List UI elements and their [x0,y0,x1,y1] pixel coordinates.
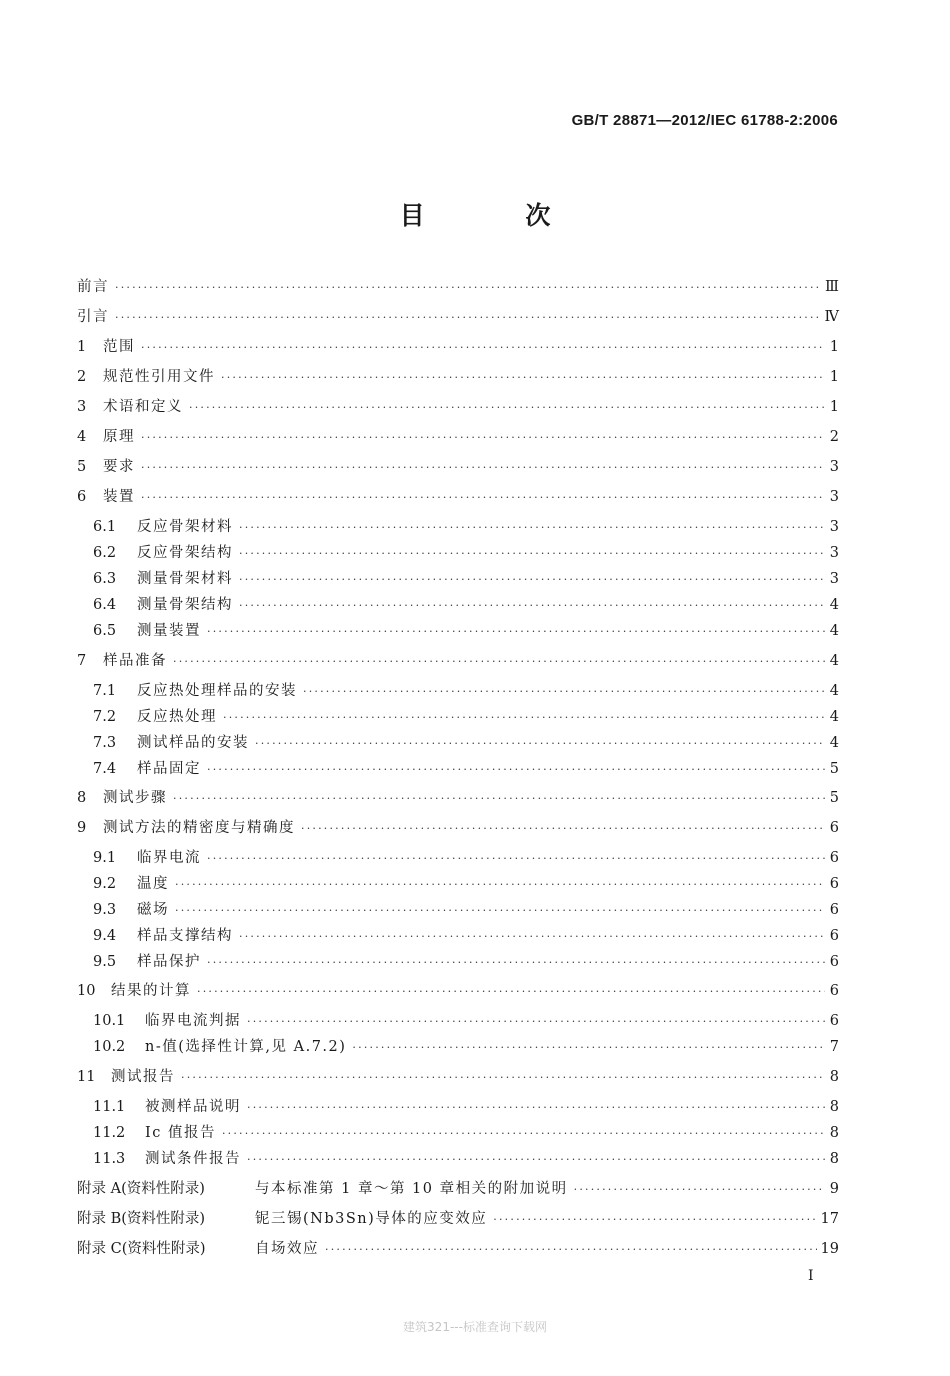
standard-number-header: GB/T 28871—2012/IEC 61788-2:2006 [571,112,838,129]
toc-entry-number: 5 [77,459,87,475]
dot-leader [207,763,825,776]
toc-entry-page: 5 [829,790,839,806]
toc-entry-number: 附录 A(资料性附录) [77,1181,205,1197]
dot-leader [222,1127,825,1140]
toc-entry-page: 6 [829,954,839,970]
toc-entry-page: 6 [829,983,839,999]
toc-entry[interactable] [77,786,839,808]
toc-entry[interactable] [77,705,839,727]
toc-entry[interactable] [77,924,839,946]
toc-entry-page: 9 [829,1181,839,1197]
toc-entry-page: Ⅳ [824,309,839,325]
toc-entry-number: 9.4 [93,928,117,944]
toc-entry-title: 测试步骤 [103,790,167,806]
toc-entry-number: 4 [77,429,87,445]
toc-entry-page: 4 [829,683,839,699]
toc-entry-page: 4 [829,709,839,725]
toc-entry-page: 8 [829,1099,839,1115]
toc-entry-number: 附录 C(资料性附录) [77,1241,206,1257]
dot-leader [181,1071,825,1084]
toc-entry-page: 4 [829,735,839,751]
toc-entry-page: 6 [829,820,839,836]
toc-entry-page: 8 [829,1151,839,1167]
toc-entry-title: 临界电流判据 [145,1013,241,1029]
toc-entry-title: 样品固定 [137,761,201,777]
toc-entry[interactable] [77,455,839,477]
dot-leader [255,737,825,750]
toc-entry-page: 3 [829,459,839,475]
dot-leader [173,655,825,668]
toc-entry-title: 反应骨架材料 [137,519,233,535]
toc-entry-number: 11.2 [93,1125,126,1141]
dot-leader [239,930,825,943]
toc-entry-title: 要求 [103,459,135,475]
toc-entry[interactable] [77,425,839,447]
dot-leader [173,792,825,805]
toc-entry-page: 1 [829,369,839,385]
dot-leader [221,371,825,384]
toc-entry[interactable] [77,1121,839,1143]
dot-leader [239,521,825,534]
toc-entry-number: 10 [77,983,96,999]
toc-entry-page: 7 [829,1039,839,1055]
toc-entry[interactable] [77,1009,839,1031]
toc-entry-page: 8 [829,1125,839,1141]
toc-entry-number: 2 [77,369,87,385]
toc-entry-title: 前言 [77,279,109,295]
toc-entry-number: 11.3 [93,1151,126,1167]
toc-entry-title: 装置 [103,489,135,505]
toc-entry-page: 3 [829,571,839,587]
toc-entry-title: 铌三锡(Nb3Sn)导体的应变效应 [255,1211,488,1227]
toc-entry[interactable] [77,485,839,507]
page-title: 目 次 [399,201,597,230]
toc-entry-title: 反应热处理 [137,709,217,725]
toc-entry[interactable] [77,515,839,537]
dot-leader [247,1015,825,1028]
toc-entry[interactable] [77,846,839,868]
toc-entry-title: 测试条件报告 [145,1151,241,1167]
page-folio: Ⅰ [808,1268,814,1284]
toc-entry-number: 9 [77,820,87,836]
toc-entry-page: 1 [829,339,839,355]
toc-entry-page: 6 [829,928,839,944]
toc-entry-page: 2 [829,429,839,445]
toc-entry-title: 温度 [137,876,169,892]
toc-entry-number: 8 [77,790,87,806]
dot-leader [197,985,825,998]
toc-entry-page: 6 [829,850,839,866]
toc-entry-title: 自场效应 [255,1241,319,1257]
toc-entry[interactable] [77,731,839,753]
toc-entry[interactable] [77,335,839,357]
toc-entry-number: 9.1 [93,850,117,866]
toc-entry-page: 4 [829,653,839,669]
toc-entry-title: 测试报告 [111,1069,175,1085]
toc-entry-number: 7.2 [93,709,117,725]
dot-leader [207,852,825,865]
toc-entry-page: 6 [829,902,839,918]
toc-entry-title: 测量骨架结构 [137,597,233,613]
toc-entry[interactable] [77,816,839,838]
toc-entry-title: 引言 [77,309,109,325]
toc-entry-title: 样品保护 [137,954,201,970]
toc-entry-title: 术语和定义 [103,399,183,415]
dot-leader [303,685,825,698]
dot-leader [175,904,825,917]
toc-entry-title: 临界电流 [137,850,201,866]
toc-entry-title: 样品支撑结构 [137,928,233,944]
toc-entry-page: 4 [829,623,839,639]
toc-entry-number: 7.3 [93,735,117,751]
toc-entry[interactable] [77,1237,839,1259]
dot-leader [141,341,825,354]
toc-entry-title: 范围 [103,339,135,355]
toc-entry-title: 结果的计算 [111,983,191,999]
toc-entry-page: 6 [829,876,839,892]
dot-leader [301,822,825,835]
toc-entry-title: 测试方法的精密度与精确度 [103,820,295,836]
toc-entry-title: 原理 [103,429,135,445]
toc-entry-number: 6.3 [93,571,117,587]
toc-entry-title: 反应热处理样品的安装 [137,683,297,699]
dot-leader [239,547,825,560]
toc-entry[interactable] [77,1147,839,1169]
toc-entry-number: 11.1 [93,1099,126,1115]
toc-entry[interactable] [77,649,839,671]
toc-entry[interactable] [77,305,839,327]
toc-entry[interactable] [77,365,839,387]
toc-entry-page: 19 [820,1241,839,1257]
toc-entry-number: 3 [77,399,87,415]
toc-entry-number: 1 [77,339,87,355]
toc-entry-title: 磁场 [137,902,169,918]
dot-leader [352,1041,825,1054]
toc-entry-page: 6 [829,1013,839,1029]
dot-leader [115,281,821,294]
toc-entry[interactable] [77,950,839,972]
dot-leader [141,431,825,444]
toc-entry-title: 规范性引用文件 [103,369,215,385]
toc-entry[interactable] [77,1207,839,1229]
toc-entry[interactable] [77,1065,839,1087]
dot-leader [141,461,825,474]
dot-leader [189,401,825,414]
toc-entry[interactable] [77,593,839,615]
toc-entry-page: 4 [829,597,839,613]
toc-entry-title: 反应骨架结构 [137,545,233,561]
toc-entry-number: 10.1 [93,1013,126,1029]
toc-entry-title: n-值(选择性计算,见 A.7.2) [145,1039,347,1055]
toc-entry-page: 3 [829,489,839,505]
toc-entry[interactable] [77,679,839,701]
toc-entry[interactable] [77,757,839,779]
toc-entry[interactable] [77,395,839,417]
toc-entry-number: 6.4 [93,597,117,613]
toc-entry-number: 6.5 [93,623,117,639]
toc-entry-title: 测量装置 [137,623,201,639]
toc-entry-number: 6.2 [93,545,117,561]
toc-entry[interactable] [77,1035,839,1057]
dot-leader [223,711,825,724]
toc-entry-page: 3 [829,545,839,561]
toc-entry-number: 10.2 [93,1039,126,1055]
toc-entry[interactable] [77,872,839,894]
toc-entry-page: 3 [829,519,839,535]
toc-entry-page: 1 [829,399,839,415]
toc-entry-title: 样品准备 [103,653,167,669]
dot-leader [239,573,825,586]
toc-entry-number: 9.2 [93,876,117,892]
toc-entry[interactable] [77,275,839,297]
dot-leader [493,1213,816,1226]
toc-entry[interactable] [77,979,839,1001]
toc-entry-title: Ic 值报告 [145,1125,216,1141]
dot-leader [247,1101,825,1114]
dot-leader [247,1153,825,1166]
toc-entry-number: 11 [77,1069,96,1085]
toc-entry-number: 9.5 [93,954,117,970]
dot-leader [325,1243,817,1256]
toc-entry-number: 7 [77,653,87,669]
watermark: 建筑321---标准查询下载网 [403,1320,547,1334]
dot-leader [141,491,825,504]
dot-leader [239,599,825,612]
toc-entry-title: 测量骨架材料 [137,571,233,587]
toc-entry-title: 与本标准第 1 章～第 10 章相关的附加说明 [255,1181,568,1197]
toc-entry-number: 附录 B(资料性附录) [77,1211,206,1227]
dot-leader [574,1183,825,1196]
dot-leader [207,956,825,969]
toc-entry[interactable] [77,567,839,589]
dot-leader [175,878,825,891]
toc-entry[interactable] [77,619,839,641]
toc-entry-page: Ⅲ [825,279,839,295]
toc-entry[interactable] [77,541,839,563]
toc-entry-number: 7.1 [93,683,117,699]
toc-entry-page: 8 [829,1069,839,1085]
toc-entry-title: 测试样品的安装 [137,735,249,751]
toc-entry-number: 9.3 [93,902,117,918]
dot-leader [115,311,821,324]
toc-entry-page: 17 [820,1211,839,1227]
toc-entry-title: 被测样品说明 [145,1099,241,1115]
toc-entry[interactable] [77,1177,839,1199]
toc-entry-number: 6.1 [93,519,117,535]
dot-leader [207,625,825,638]
toc-entry-number: 6 [77,489,87,505]
toc-entry-number: 7.4 [93,761,117,777]
toc-entry[interactable] [77,898,839,920]
toc-entry[interactable] [77,1095,839,1117]
toc-entry-page: 5 [829,761,839,777]
